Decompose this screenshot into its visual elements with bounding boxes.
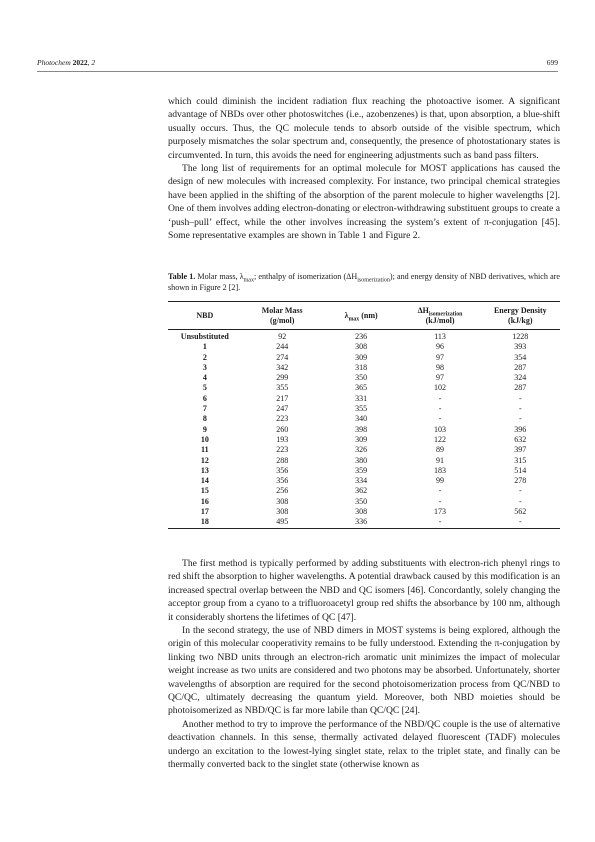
cell-molar-mass: 274	[276, 352, 289, 362]
cell-molar-mass: 193	[276, 434, 289, 444]
header-text: Molar Mass	[261, 306, 303, 315]
cell-enthalpy: -	[438, 517, 442, 527]
cell-nbd: 15	[200, 486, 209, 496]
journal-year: 2022	[72, 58, 88, 67]
cell-molar-mass: 223	[276, 445, 289, 455]
cell-nbd: 13	[200, 465, 209, 475]
table-header-row	[168, 302, 560, 330]
cell-energy-density: 287	[514, 383, 527, 393]
header-unit: (nm)	[359, 311, 378, 320]
cell-molar-mass: 356	[276, 465, 289, 475]
table-row	[168, 404, 560, 414]
cell-molar-mass: 308	[276, 496, 289, 506]
cell-energy-density: 278	[514, 476, 527, 486]
cell-enthalpy: -	[438, 414, 442, 424]
cell-nbd: 6	[202, 393, 207, 403]
page-number: 699	[546, 58, 558, 67]
paragraph: The long list of requirements for an optimal molecule for MOST applications has caused the design of new molecules with increased complexity. For instance, two principal chemical strategies have been applied in the shifting of the absorption of the parent molecule to higher wavelengths [2]. One of them involves adding electron-donating or electron-withdrawing substituent groups to create a ‘push–pull’ effect, while the other involves increasing the system’s extent of π-conjugation [45]. Some representative examples are shown in Table 1 and Figure 2.	[168, 163, 560, 242]
header-text: λ	[344, 311, 349, 320]
cell-nbd: 3	[202, 362, 207, 372]
table-row	[168, 497, 560, 507]
table-row	[168, 476, 560, 486]
table-row	[168, 507, 560, 517]
running-header-journal	[37, 58, 95, 67]
cell-energy-density: -	[518, 517, 522, 527]
cell-enthalpy: 103	[434, 424, 447, 434]
cell-nbd: 7	[202, 404, 207, 414]
cell-lambda-max: 350	[355, 496, 368, 506]
cell-nbd: 12	[200, 455, 209, 465]
cell-nbd: 8	[202, 414, 207, 424]
header-unit: (g/mol)	[269, 316, 295, 325]
cell-lambda-max: 359	[355, 465, 368, 475]
table-row	[168, 456, 560, 466]
cell-lambda-max: 309	[355, 434, 368, 444]
cell-nbd: 4	[202, 373, 207, 383]
table-row	[168, 435, 560, 445]
cell-molar-mass: 223	[276, 414, 289, 424]
cell-energy-density: -	[518, 414, 522, 424]
col-header-molar-mass	[242, 302, 323, 330]
table-row	[168, 353, 560, 363]
paragraph: which could diminish the incident radiation flux reaching the photoactive isomer. A significant advantage of NBDs over other photoswitches (i.e., azobenzenes) is that, upon absorption, a blue-shift usually occurs. Thus, the QC molecule tends to absorb outside of the visible spectrum, which purposely mismatches the solar spectrum and, consequently, the presence of photostationary states is circumvented. In turn, this avoids the need for engineering adjustments such as band pass filters.	[168, 96, 560, 161]
journal-volume: , 2	[87, 58, 96, 67]
cell-lambda-max: 380	[355, 455, 368, 465]
table-row	[168, 466, 560, 476]
cell-enthalpy: -	[438, 496, 442, 506]
table-row	[168, 342, 560, 352]
caption-subscript: max	[243, 277, 254, 284]
cell-molar-mass: 355	[276, 383, 289, 393]
table-row	[168, 486, 560, 496]
cell-molar-mass: 495	[276, 517, 289, 527]
cell-nbd: 2	[202, 352, 207, 362]
cell-enthalpy: 98	[436, 362, 445, 372]
header-text: ΔH	[417, 306, 429, 315]
cell-lambda-max: 334	[355, 476, 368, 486]
cell-energy-density: -	[518, 496, 522, 506]
cell-energy-density: 1228	[512, 332, 529, 341]
cell-lambda-max: 308	[355, 342, 368, 352]
journal-name: Photochem	[37, 58, 71, 67]
table-row	[168, 517, 560, 528]
cell-enthalpy: 89	[436, 445, 445, 455]
table-row	[168, 414, 560, 424]
cell-enthalpy: 97	[436, 352, 445, 362]
header-unit: (kJ/mol)	[425, 316, 455, 325]
cell-energy-density: 315	[514, 455, 527, 465]
col-header-nbd	[168, 302, 242, 330]
data-table	[168, 301, 560, 529]
cell-molar-mass: 247	[276, 404, 289, 414]
table-row	[168, 330, 560, 343]
cell-enthalpy: 91	[436, 455, 445, 465]
header-rule	[37, 71, 558, 72]
cell-energy-density: 393	[514, 342, 527, 352]
cell-molar-mass: 244	[276, 342, 289, 352]
cell-lambda-max: 355	[355, 404, 368, 414]
cell-molar-mass: 288	[276, 455, 289, 465]
cell-energy-density: 562	[514, 507, 527, 517]
cell-molar-mass: 356	[276, 476, 289, 486]
cell-lambda-max: 362	[355, 486, 368, 496]
cell-lambda-max: 326	[355, 445, 368, 455]
cell-energy-density: 354	[514, 352, 527, 362]
cell-energy-density: 514	[514, 465, 527, 475]
cell-energy-density: 396	[514, 424, 527, 434]
paragraph: In the second strategy, the use of NBD dimers in MOST systems is being explored, although the origin of this molecular cooperativity remains to be fully understood. Extending the π-conjugation by linking two NBD units through an electron-rich aromatic unit minimizes the impact of molecular weight increase as two units are considered and two photons may be absorbed. Unfortunately, shorter wavelengths of absorption are required for the second photoisomerization process from QC/NBD to QC/QC, ultimately decreasing the quantum yield. Moreover, both NBD moieties should be photoisomerized as NBD/QC is far more labile than QC/QC [24].	[168, 625, 560, 717]
paragraph: The first method is typically performed by adding substituents with electron-rich phenyl rings to red shift the absorption to higher wavelengths. A potential drawback caused by this modification is an increased spectral overlap between the NBD and QC isomers [46]. Concordantly, solely changing the acceptor group from a cyano to a trifluoroacetyl group red shifts the absorbance by 100 nm, although it considerably shortens the lifetimes of QC [47].	[168, 558, 560, 623]
col-header-enthalpy	[400, 302, 481, 330]
cell-lambda-max: 365	[355, 383, 368, 393]
cell-lambda-max: 309	[355, 352, 368, 362]
cell-nbd: 10	[200, 434, 209, 444]
caption-text: ); and energy density of NBD derivatives, which are shown in Figure 2 [2].	[168, 272, 560, 293]
cell-lambda-max: 308	[355, 507, 368, 517]
cell-lambda-max: 398	[355, 424, 368, 434]
cell-enthalpy: -	[438, 404, 442, 414]
cell-nbd: 5	[202, 383, 207, 393]
cell-nbd: Unsubstituted	[180, 332, 229, 341]
table-row	[168, 363, 560, 373]
cell-nbd: 1	[202, 342, 207, 352]
cell-nbd: 11	[201, 445, 209, 455]
cell-nbd: 17	[200, 507, 209, 517]
cell-energy-density: 632	[514, 434, 527, 444]
cell-enthalpy: 173	[434, 507, 447, 517]
table-row	[168, 383, 560, 393]
cell-nbd: 9	[202, 424, 207, 434]
cell-energy-density: -	[518, 404, 522, 414]
cell-lambda-max: 350	[355, 373, 368, 383]
cell-lambda-max: 336	[355, 517, 368, 527]
cell-enthalpy: 99	[436, 476, 445, 486]
cell-enthalpy: 122	[434, 434, 447, 444]
cell-molar-mass: 256	[276, 486, 289, 496]
header-subscript: max	[348, 316, 360, 323]
cell-molar-mass: 217	[276, 393, 289, 403]
table-row	[168, 394, 560, 404]
cell-nbd: 16	[200, 496, 209, 506]
cell-enthalpy: -	[438, 393, 442, 403]
cell-energy-density: 287	[514, 362, 527, 372]
cell-enthalpy: -	[438, 486, 442, 496]
col-header-lambda-max	[323, 302, 400, 330]
header-text: Energy Density	[493, 306, 547, 315]
body-text-top	[168, 95, 560, 242]
header-unit: (kJ/kg)	[508, 316, 533, 325]
cell-lambda-max: 340	[355, 414, 368, 424]
caption-text: Molar mass, λ	[195, 272, 244, 281]
cell-lambda-max: 236	[355, 332, 368, 341]
cell-lambda-max: 318	[355, 362, 368, 372]
cell-molar-mass: 299	[276, 373, 289, 383]
cell-enthalpy: 97	[436, 373, 445, 383]
table-row	[168, 425, 560, 435]
col-header-energy-density	[481, 302, 560, 330]
caption-text: ; enthalpy of isomerization (ΔH	[253, 272, 358, 281]
cell-enthalpy: 96	[436, 342, 445, 352]
cell-energy-density: -	[518, 393, 522, 403]
table-caption-label: Table 1.	[168, 272, 196, 281]
cell-nbd: 14	[200, 476, 209, 486]
table-caption	[168, 271, 560, 294]
table-row	[168, 373, 560, 383]
cell-energy-density: -	[518, 486, 522, 496]
body-text-bottom	[168, 557, 560, 772]
table-row	[168, 445, 560, 455]
cell-molar-mass: 342	[276, 362, 289, 372]
caption-subscript: isomerization	[357, 277, 390, 284]
cell-lambda-max: 331	[355, 393, 368, 403]
cell-molar-mass: 308	[276, 507, 289, 517]
cell-enthalpy: 102	[434, 383, 447, 393]
header-subscript: isomerization	[428, 311, 463, 318]
cell-energy-density: 324	[514, 373, 527, 383]
cell-nbd: 18	[200, 517, 209, 527]
cell-enthalpy: 113	[434, 332, 446, 341]
paragraph: Another method to try to improve the performance of the NBD/QC couple is the use of alternative deactivation channels. In this sense, thermally activated delayed fluorescent (TADF) molecules undergo an excitation to the lowest-lying singlet state, relax to the triplet state, and finally can be thermally converted back to the singlet state (otherwise known as	[168, 718, 560, 771]
cell-energy-density: 397	[514, 445, 527, 455]
header-text: NBD	[196, 311, 214, 320]
cell-enthalpy: 183	[434, 465, 447, 475]
cell-molar-mass: 92	[278, 332, 287, 341]
cell-molar-mass: 260	[276, 424, 289, 434]
